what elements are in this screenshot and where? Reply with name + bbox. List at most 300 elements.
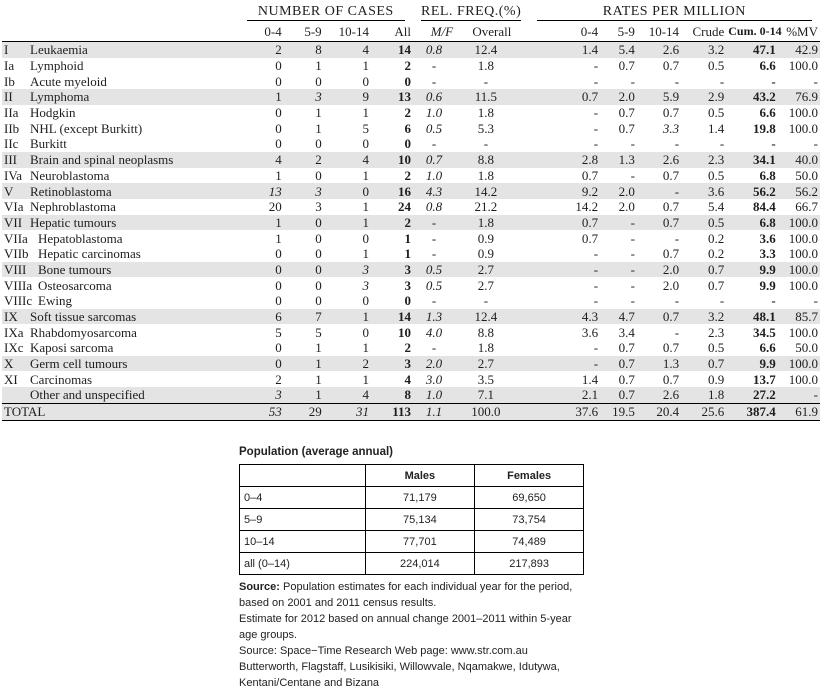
col-rate-5-9-cell: 0.7 [618,340,635,356]
col-5-9-cell: 3 [315,199,322,215]
col-rate-5-9-cell: 5.4 [600,42,637,58]
col-rate-5-9-cell: - [630,277,635,293]
col-rate-10-14-cell: - [674,293,680,309]
col-all-cell: 3 [371,262,413,278]
col-0-4-cell: 1 [239,215,284,231]
col-crude-cell: 2.3 [681,152,726,168]
col-crude-cell: 0.5 [708,167,725,183]
table-body [2,42,820,421]
col-all-cell: 16 [371,183,413,199]
col-rate-0-4-cell: - [593,58,599,74]
diagnosis-code: IXc [4,340,24,356]
col-all-cell: 3 [371,356,413,372]
col-all-cell: 0 [404,73,412,89]
diagnosis-label [2,168,239,184]
col-0-4-header: 0-4 [239,21,284,42]
col-rate-0-4-cell: - [593,120,599,136]
diagnosis-code: XI [4,371,18,387]
col-10-14-cell: 0 [362,293,369,309]
col-rate-5-9-cell: 0.7 [600,387,637,403]
col-10-14-cell: 4 [324,152,371,168]
col-mf-cell: 0.5 [425,120,443,136]
col-5-9-cell: 0 [315,277,322,293]
col-overall-cell: 11.5 [455,89,529,105]
table-row [2,199,820,215]
table-row [2,89,820,105]
col-overall-cell: 1.8 [455,215,529,231]
col-all-cell: 1 [404,246,412,262]
col-mf-cell: 4.0 [425,324,443,340]
col-10-14-cell: 31 [324,403,371,420]
col-cum-0-14-cell: 9.9 [726,262,778,278]
col-mf-cell: 1.0 [413,387,455,403]
col-rate-0-4-cell: - [593,73,599,89]
diagnosis-label [2,371,239,387]
diagnosis-code: III [4,152,17,168]
col-0-4-cell: 0 [239,356,284,372]
diagnosis-name: Hepatic tumours [30,214,117,230]
col-rate-0-4-cell: 0.7 [581,230,599,246]
col-cum-0-14-cell: - [771,293,776,309]
diagnosis-name: Germ cell tumours [30,356,128,372]
col-crude-cell: 0.2 [708,246,725,262]
col-rate-5-9-cell: - [630,246,635,262]
age-cell: 10–14 [240,531,366,553]
col-rate-0-4-cell: 1.4 [581,371,599,387]
table-row [2,152,820,168]
col-5-9-cell: 0 [315,73,322,89]
col-overall-cell: 8.8 [455,152,529,168]
males-cell: 71,179 [365,487,475,509]
col-rate-10-14-cell: 0.7 [637,215,681,231]
col-rate-10-14-cell: - [674,73,680,89]
table-row [2,183,820,199]
col-mf-cell: - [431,73,437,89]
col-10-14-cell: 1 [362,246,369,262]
col-5-9-cell: 1 [315,105,322,121]
col-rate-10-14-cell: 0.7 [637,309,681,325]
col-mf-cell: 1.0 [425,105,443,121]
col-overall-header: Overall [455,21,529,42]
col-rate-0-4-cell: 0.7 [529,89,600,105]
col-all-cell: 10 [398,324,412,340]
diagnosis-code: IXa [4,324,24,340]
col-0-4-cell: 0 [275,246,282,262]
col-rate-5-9-cell: 0.7 [600,356,637,372]
col-rate-10-14-cell: 0.7 [662,58,680,74]
col-cum-0-14-cell: 13.7 [753,371,776,387]
col-rate-5-9-cell: 2.0 [600,183,637,199]
diagnosis-name: Hodgkin [30,105,76,121]
diagnosis-code: VIIb [4,246,29,262]
col-crude-cell: 0.9 [708,371,725,387]
table-row [2,262,820,278]
group-header-rates: RATES PER MILLION [529,0,820,21]
col-mv-cell: 50.0 [795,340,818,356]
diagnosis-code: V [4,183,14,199]
col-all-cell: 2 [371,215,413,231]
diagnosis-label [2,277,239,293]
col-mv-cell: 100.0 [778,262,820,278]
col-0-4-cell: 0 [275,340,282,356]
col-10-14-cell: 1 [362,167,369,183]
diagnosis-label [2,293,239,309]
col-mv-cell: 100.0 [788,246,818,262]
col-rate-0-4-cell: - [529,262,600,278]
col-overall-cell: 2.7 [477,277,494,293]
diagnosis-code: VII [4,214,23,230]
diagnosis-label [2,324,239,340]
col-mf-cell: 0.7 [413,152,455,168]
col-rate-10-14-cell: - [637,183,681,199]
col-rate-5-9-header: 5-9 [600,21,637,42]
diagnosis-name: Lymphoid [30,58,84,74]
col-cum-0-14-cell: 6.8 [759,167,776,183]
col-0-4-cell: 13 [239,183,284,199]
col-cum-0-14-cell: 6.6 [759,105,776,121]
col-all-cell: 14 [371,42,413,58]
population-title: Population (average annual) [239,446,393,458]
col-mf-cell: - [431,58,437,74]
diagnosis-code: VIII [4,261,27,277]
diagnosis-code: Ib [4,73,15,89]
col-0-4-cell: 0 [275,120,282,136]
col-rate-0-4-cell: 37.6 [529,403,600,420]
table-row [2,136,820,152]
col-5-9-header: 5-9 [284,21,324,42]
col-rate-10-14-cell: 2.6 [637,152,681,168]
table-row [2,309,820,325]
population-row [240,553,584,575]
col-overall-cell: 14.2 [455,183,529,199]
col-rate-5-9-cell: - [630,293,635,309]
diagnosis-name: Neuroblastoma [30,167,110,183]
col-0-4-cell: 0 [275,136,282,152]
diagnosis-code: VIIa [4,230,28,246]
col-rate-0-4-cell: 3.6 [581,324,599,340]
col-0-4-cell: 1 [239,89,284,105]
diagnosis-code: VIIIa [4,277,33,293]
diagnosis-code: IX [4,309,18,325]
col-10-14-cell: 0 [362,324,369,340]
col-rate-0-4-cell: 0.7 [529,215,600,231]
table-row [2,324,820,340]
col-5-9-cell: 2 [284,152,324,168]
col-rate-10-14-cell: 1.3 [637,356,681,372]
diagnosis-name: Lymphoma [30,89,90,105]
table-row [2,120,820,136]
col-mv-cell: - [813,293,818,309]
males-header: Males [365,465,475,487]
diagnosis-code: IVa [4,167,23,183]
col-crude-cell: 2.3 [708,324,725,340]
col-crude-cell: 5.4 [708,199,725,215]
diagnosis-label [2,309,239,325]
col-all-cell: 1 [404,230,412,246]
col-mv-cell: 100.0 [788,230,818,246]
col-10-14-cell: 1 [362,371,369,387]
col-cum-0-14-cell: 6.8 [726,215,778,231]
col-rate-5-9-cell: 0.7 [618,58,635,74]
diagnosis-label [2,230,239,246]
col-overall-cell: 5.3 [477,120,494,136]
col-rate-5-9-cell: 0.7 [618,120,635,136]
col-cum-0-14-cell: 47.1 [726,42,778,58]
col-crude-cell: - [719,136,725,152]
diagnosis-name: Leukaemia [30,42,88,58]
col-rate-5-9-cell: - [600,215,637,231]
col-rate-0-4-cell: - [593,340,599,356]
age-cell: 0–4 [240,487,366,509]
table-row [2,387,820,403]
col-mv-cell: - [813,73,818,89]
females-cell: 217,893 [475,553,584,575]
col-crude-cell: - [719,73,725,89]
diagnosis-code: IIa [4,105,19,121]
diagnosis-label [2,340,239,356]
source2-note: Source: Space−Time Research Web page: www.str.com.au [239,645,528,657]
col-5-9-cell: 0 [315,230,322,246]
col-crude-cell: 0.7 [681,356,726,372]
col-crude-cell: 0.5 [681,215,726,231]
col-0-4-cell: 5 [275,324,282,340]
col-0-4-cell: 0 [275,293,282,309]
table-row [2,215,820,231]
col-rate-0-4-cell: - [593,136,599,152]
col-rate-5-9-cell: - [630,136,635,152]
col-cum-0-14-cell: 34.1 [726,152,778,168]
col-5-9-cell: 0 [315,246,322,262]
diagnosis-label: Other and unspecified [2,387,239,403]
col-cum-0-14-cell: 27.2 [726,387,778,403]
col-rate-0-4-cell: - [529,356,600,372]
col-rate-10-14-cell: 2.6 [637,42,681,58]
col-mf-header: M/F [413,21,455,42]
diagnosis-code: VIIIc [4,293,33,309]
source-note: Source: Population estimates for each individual year for the period, based on 2001 and 2011 census results. [239,581,573,609]
population-row [240,487,584,509]
col-mv-cell: 61.9 [778,403,820,420]
col-overall-cell: 3.5 [477,371,494,387]
col-mf-cell: - [413,215,455,231]
col-rate-0-4-cell: - [593,277,599,293]
diagnosis-label [2,356,239,372]
col-0-4-cell: 0 [275,58,282,74]
diagnosis-name: Hepatoblastoma [38,230,123,246]
col-cum-0-14-cell: 34.5 [753,324,776,340]
col-all-cell: 6 [404,120,412,136]
table-row [2,371,820,387]
col-overall-cell: 21.2 [474,199,498,215]
diagnosis-label [2,246,239,262]
diagnosis-name: Soft tissue sarcomas [30,309,137,325]
col-10-14-cell: 1 [362,199,369,215]
age-cell: 5–9 [240,509,366,531]
col-rate-5-9-cell: 2.0 [600,89,637,105]
col-5-9-cell: 1 [315,340,322,356]
col-rate-5-9-cell: - [630,167,635,183]
col-rate-10-14-cell: - [674,324,680,340]
col-rate-0-4-cell: 4.3 [529,309,600,325]
col-mv-cell: 66.7 [795,199,818,215]
col-5-9-cell: 0 [315,293,322,309]
col-mf-cell: 2.0 [413,356,455,372]
diagnosis-code: Ia [4,58,15,74]
col-5-9-cell: 8 [284,42,324,58]
diagnosis-label [2,199,239,215]
table-row [2,293,820,309]
col-crude-cell: 0.7 [681,262,726,278]
males-cell: 77,701 [365,531,475,553]
col-10-14-cell: 0 [362,230,369,246]
diagnosis-name: Burkitt [30,136,67,152]
col-rate-10-14-cell: 0.7 [662,246,680,262]
col-all-cell: 2 [404,340,412,356]
col-crude-cell: 2.9 [681,89,726,105]
females-cell: 69,650 [475,487,584,509]
col-mv-cell: 100.0 [778,215,820,231]
females-cell: 73,754 [475,509,584,531]
col-overall-cell: - [483,293,489,309]
col-all-cell: 2 [404,167,412,183]
col-mf-cell: 3.0 [425,371,443,387]
age-cell: all (0–14) [240,553,366,575]
col-5-9-cell: 7 [284,309,324,325]
col-overall-cell: 0.9 [477,246,494,262]
col-mv-cell: 100.0 [788,105,818,121]
col-rate-10-14-cell: 0.7 [662,340,680,356]
col-rate-0-4-cell: 2.1 [529,387,600,403]
table-row [2,356,820,372]
col-5-9-cell: 1 [315,120,322,136]
col-10-14-cell: 3 [362,277,369,293]
col-mf-cell: 4.3 [413,183,455,199]
diagnosis-code: II [4,89,13,105]
col-10-14-cell: 0 [362,136,369,152]
col-cum-0-14-cell: 84.4 [753,199,776,215]
col-rate-5-9-cell: - [630,230,635,246]
col-5-9-cell: 1 [315,58,322,74]
col-overall-cell: 100.0 [455,403,529,420]
population-row [240,531,584,553]
col-mv-cell: - [778,387,820,403]
table-row [2,73,820,89]
col-rate-0-4-cell: - [593,293,599,309]
diagnosis-code: I [4,42,9,58]
col-rate-0-4-cell: 14.2 [575,199,599,215]
col-crude-cell: 0.5 [708,105,725,121]
col-5-9-cell: 29 [284,403,324,420]
males-cell: 75,134 [365,509,475,531]
col-crude-cell: 3.2 [681,309,726,325]
col-10-14-header: 10-14 [324,21,371,42]
col-rate-10-14-cell: - [674,230,680,246]
diagnosis-label [2,152,239,168]
total-row [2,403,820,420]
diagnosis-code: VIa [4,199,24,215]
col-cum-0-14-cell: 56.2 [726,183,778,199]
col-overall-cell: 2.7 [455,356,529,372]
col-rate-10-14-cell: 2.0 [662,277,680,293]
col-rate-10-14-cell: 0.7 [662,199,680,215]
col-cum-0-14-cell: - [771,73,776,89]
table-row [2,277,820,293]
col-5-9-cell: 0 [284,215,324,231]
col-mv-cell: 50.0 [795,167,818,183]
col-mf-cell: 0.8 [425,199,443,215]
col-0-4-cell: 0 [275,105,282,121]
col-rate-5-9-cell: 0.7 [618,371,635,387]
col-overall-cell: 12.4 [455,42,529,58]
col-5-9-cell: 0 [315,167,322,183]
females-header: Females [475,465,584,487]
col-10-14-cell: 2 [324,356,371,372]
col-10-14-cell: 4 [324,42,371,58]
col-mv-cell: 76.9 [778,89,820,105]
col-rate-0-4-cell: 2.8 [529,152,600,168]
col-all-cell: 2 [404,105,412,121]
group-header-row [2,0,820,21]
col-0-4-cell: 0 [239,262,284,278]
col-all-cell: 4 [404,371,412,387]
col-10-14-cell: 1 [362,340,369,356]
col-cum-0-14-cell: 43.2 [726,89,778,105]
column-header-row [2,21,820,42]
diagnosis-name: NHL (except Burkitt) [30,120,143,136]
diagnosis-name: Brain and spinal neoplasms [30,152,174,168]
col-10-14-cell: 9 [324,89,371,105]
col-mf-cell: 0.6 [413,89,455,105]
col-crude-cell: 3.6 [681,183,726,199]
col-cum-0-14-header: Cum. 0-14 [726,21,778,42]
col-10-14-cell: 5 [362,120,369,136]
col-rate-10-14-cell: 20.4 [637,403,681,420]
diagnosis-name: Rhabdomyosarcoma [30,324,137,340]
diagnosis-name: Nephroblastoma [30,199,116,215]
col-overall-cell: 7.1 [455,387,529,403]
col-rate-10-14-header: 10-14 [637,21,681,42]
col-overall-cell: 1.8 [477,167,494,183]
col-rate-10-14-cell: 0.7 [662,105,680,121]
table-row [2,42,820,58]
col-crude-cell: - [719,293,725,309]
col-all-cell: 113 [371,403,413,420]
table-row [2,105,820,121]
col-cum-0-14-cell: 19.8 [753,120,776,136]
table-row [2,246,820,262]
col-rate-5-9-cell: 0.7 [618,105,635,121]
col-mv-cell: 40.0 [778,152,820,168]
col-mf-cell: 0.8 [413,42,455,58]
col-crude-cell: 1.4 [708,120,725,136]
col-10-14-cell: 4 [324,387,371,403]
col-mv-cell: 42.9 [778,42,820,58]
col-mv-cell: 85.7 [778,309,820,325]
col-all-cell: 0 [404,136,412,152]
col-crude-cell: 0.5 [708,58,725,74]
col-rate-10-14-cell: 0.7 [662,167,680,183]
females-cell: 74,489 [475,531,584,553]
col-mv-cell: 100.0 [788,324,818,340]
col-rate-5-9-cell: 4.7 [600,309,637,325]
col-overall-cell: 8.8 [477,324,494,340]
col-0-4-cell: 0 [275,73,282,89]
col-mv-cell: - [813,136,818,152]
diagnosis-label [2,120,239,136]
col-overall-cell: - [483,136,489,152]
col-0-4-cell: 3 [239,387,284,403]
diagnosis-name: Hepatic carcinomas [38,246,141,262]
